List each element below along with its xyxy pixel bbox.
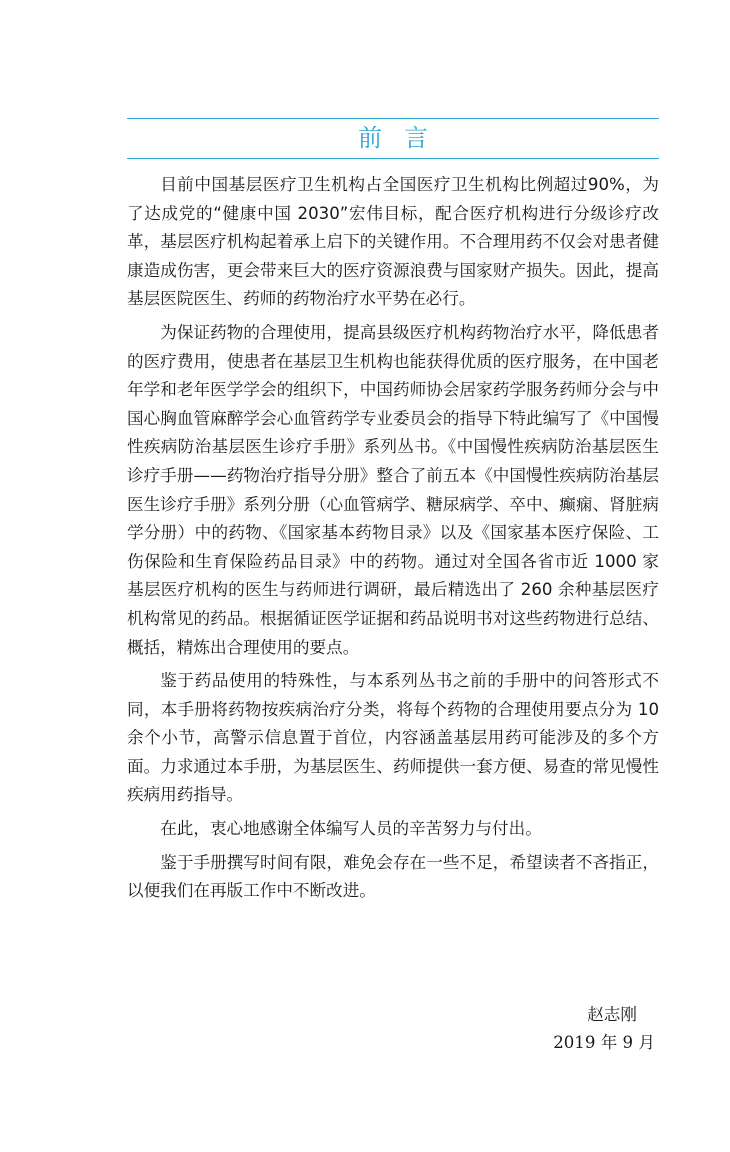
page-title: 前言 [358, 124, 450, 152]
title-bottom-rule [127, 158, 659, 159]
paragraph-3: 鉴于药品使用的特殊性，与本系列丛书之前的手册中的问答形式不同，本手册将药物按疾病治疗分类，将每个药物的合理使用要点分为 10 余个小节，高警示信息置于首位，内容涵盖基层用药可能涉及的多个方面。力求通过本手册，为基层医生、药师提供一套方便、易查的常见慢性疾病用药指导。 [127, 671, 659, 805]
preface-body [127, 171, 659, 911]
paragraph-5: 鉴于手册撰写时间有限，难免会存在一些不足，希望读者不吝指正，以便我们在再版工作中不断改进。 [127, 852, 659, 901]
paragraph-2: 为保证药物的合理使用，提高县级医疗机构药物治疗水平，降低患者的医疗费用，使患者在基层卫生机构也能获得优质的医疗服务，在中国老年学和老年医学学会的组织下，中国药师协会居家药学服务药师分会与中国心胸血管麻醉学会心血管药学专业委员会的指导下特此编写了《中国慢性疾病防治基层医生诊疗手册》系列丛书。《中国慢性疾病防治基层医生诊疗手册——药物治疗指导分册》整合了前五本《中国慢性疾病防治基层医生诊疗手册》系列分册（心血管病学、糖尿病学、卒中、癫痫、肾脏病学分册）中的药物、《国家基本药物目录》以及《国家基本医疗保险、工伤保险和生育保险药品目录》中的药物。通过对全国各省市近 1000 家基层医疗机构的医生与药师进行调研，最后精选出了 260 余种基层医疗机构常见的药品。根据循证医学证据和药品说明书对这些药物进行总结、概括，精炼出合理使用的要点。 [127, 322, 659, 657]
paragraph-1: 目前中国基层医疗卫生机构占全国医疗卫生机构比例超过90%，为了达成党的“健康中国 2030”宏伟目标，配合医疗机构进行分级诊疗改革，基层医疗机构起着承上启下的关键作用。不合理用药不仅会对患者健康造成伤害，更会带来巨大的医疗资源浪费与国家财产损失。因此，提高基层医院医生、药师的药物治疗水平势在必行。 [127, 175, 659, 309]
title-top-rule [127, 118, 659, 119]
paragraph-4: 在此，衷心地感谢全体编写人员的辛苦努力与付出。 [160, 819, 542, 839]
title-block [127, 118, 659, 160]
signature-date: 2019 年 9 月 [553, 1033, 655, 1052]
author-name: 赵志刚 [587, 1005, 637, 1024]
signature-block [127, 1002, 659, 1058]
